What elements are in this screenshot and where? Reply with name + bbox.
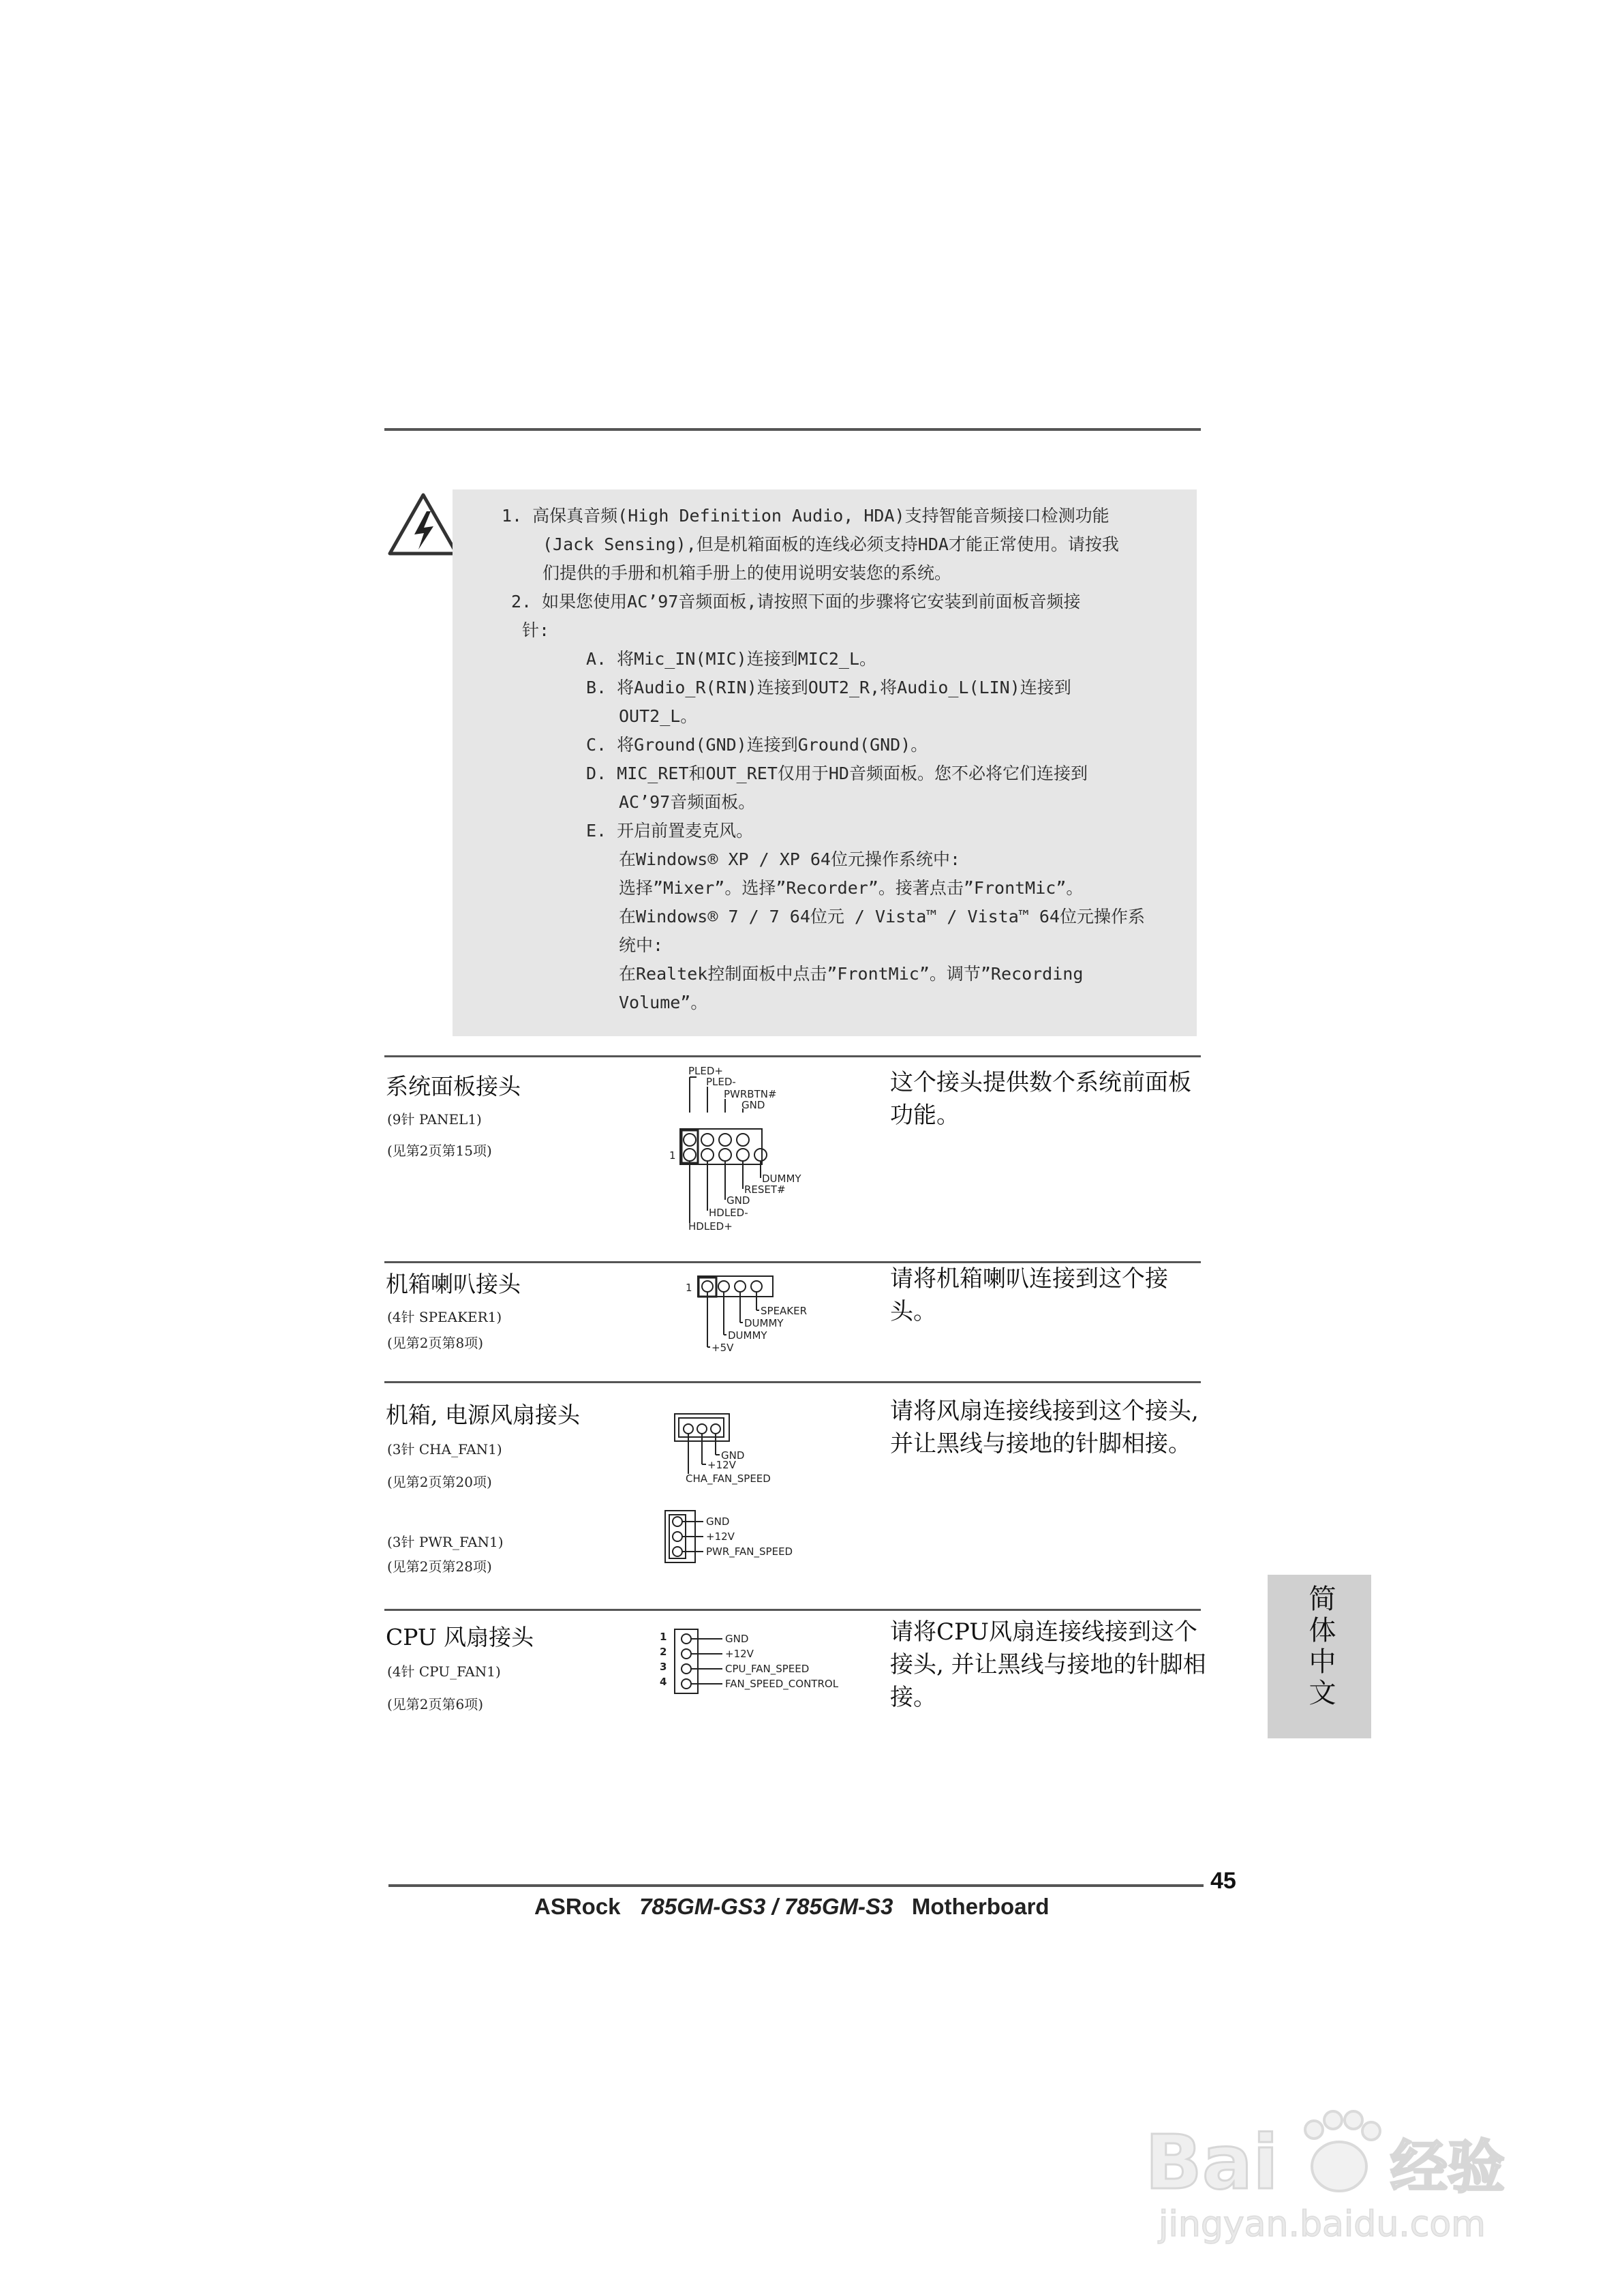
pwr-fan-label-12v: +12V [706, 1530, 735, 1543]
cha-fan-label-speed: CHA_FAN_SPEED [686, 1472, 771, 1485]
pwr-fan-label-gnd: GND [706, 1515, 730, 1528]
cpu-fan-pin-3: 3 [660, 1661, 667, 1673]
note-line: 在Windows® XP / XP 64位元操作系统中: [619, 849, 961, 869]
cpu-fan-pin-4: 4 [660, 1676, 667, 1688]
cpu-fan-desc: 请将CPU风扇连接线接到这个接头, 并让黑线与接地的针脚相接。 [890, 1618, 1206, 1711]
cpu-fan-pins: (4针 CPU_FAN1) [387, 1663, 501, 1680]
language-side-tab-label: 简体中文 [1304, 1584, 1336, 1710]
panel-label-gnd-top: GND [741, 1099, 765, 1111]
note-line: (Jack Sensing),但是机箱面板的连线必须支持HDA才能正常使用。请按我 [542, 534, 1119, 554]
speaker-label-5v: +5V [711, 1342, 734, 1354]
speaker-header-diagram [682, 1272, 831, 1368]
page-number: 45 [1210, 1868, 1236, 1894]
cpu-fan-diagram [654, 1625, 866, 1700]
note-line: 在Windows® 7 / 7 64位元 / Vista™ / Vista™ 64位元操作系 [619, 907, 1145, 926]
cpu-fan-label-12v: +12V [725, 1648, 754, 1660]
baidu-watermark [1131, 2106, 1540, 2250]
panel-label-pwrbtn: PWRBTN# [724, 1088, 777, 1100]
panel-label-pin1: 1 [669, 1149, 676, 1162]
note-line: A. 将Mic_IN(MIC)连接到MIC2_L。 [586, 649, 877, 669]
note-line: 针: [522, 620, 550, 640]
note-line: E. 开启前置麦克风。 [586, 821, 754, 841]
cha-fan-diagram [668, 1410, 804, 1492]
top-rule [384, 428, 1201, 431]
pwr-fan-label-speed: PWR_FAN_SPEED [706, 1545, 793, 1558]
note-line: 在Realtek控制面板中点击”FrontMic”。调节”Recording [619, 964, 1084, 984]
speaker-label-pin1: 1 [686, 1282, 692, 1294]
note-line: OUT2_L。 [619, 706, 698, 726]
note-line: 统中: [619, 935, 664, 955]
cpu-fan-title: CPU 风扇接头 [386, 1624, 534, 1650]
footer-suffix: Motherboard [911, 1894, 1050, 1919]
fans-desc: 请将风扇连接线接到这个接头, 并让黑线与接地的针脚相接。 [890, 1398, 1199, 1457]
speaker-title: 机箱喇叭接头 [386, 1271, 521, 1297]
note-line: 2. 如果您使用AC’97音频面板,请按照下面的步骤将它安装到前面板音频接 [511, 592, 1081, 611]
panel-label-pled-n: PLED- [706, 1076, 736, 1088]
section-rule [384, 1055, 1201, 1057]
panel-label-pled-p: PLED+ [688, 1065, 723, 1077]
cpu-fan-pin-1: 1 [660, 1631, 667, 1643]
note-box [453, 489, 1197, 1036]
panel-label-hdled-p: HDLED+ [688, 1220, 733, 1233]
pwr-fan-pins: (3针 PWR_FAN1) [387, 1534, 504, 1550]
panel-pins: (9针 PANEL1) [387, 1111, 482, 1128]
warning-icon [386, 491, 461, 560]
cpu-fan-label-speed: CPU_FAN_SPEED [725, 1663, 810, 1675]
panel-title: 系统面板接头 [386, 1073, 521, 1100]
cpu-fan-label-control: FAN_SPEED_CONTROL [725, 1678, 839, 1690]
language-side-tab [1268, 1575, 1371, 1738]
watermark-brand-b: 经验 [1390, 2134, 1505, 2201]
note-line: Volume”。 [619, 993, 708, 1012]
cha-fan-label-12v: +12V [707, 1459, 736, 1471]
fans-title: 机箱, 电源风扇接头 [386, 1402, 580, 1428]
panel-ref: (见第2页第15项) [387, 1143, 492, 1159]
watermark-url: jingyan.baidu.com [1159, 2204, 1486, 2245]
panel-label-reset: RESET# [744, 1183, 786, 1196]
section-rule [384, 1381, 1201, 1383]
pwr-fan-diagram [661, 1507, 825, 1568]
panel-desc: 这个接头提供数个系统前面板功能。 [890, 1069, 1191, 1129]
speaker-desc: 请将机箱喇叭连接到这个接头。 [890, 1265, 1168, 1325]
panel-label-hdled-n: HDLED- [709, 1207, 748, 1219]
cpu-fan-label-gnd: GND [725, 1633, 749, 1645]
footer-brand: ASRock [534, 1894, 621, 1919]
panel-header-diagram [661, 1065, 825, 1249]
panel-label-dummy: DUMMY [762, 1173, 801, 1185]
speaker-ref: (见第2页第8项) [387, 1335, 484, 1351]
cha-fan-pins: (3针 CHA_FAN1) [387, 1441, 502, 1457]
cpu-fan-ref: (见第2页第6项) [387, 1696, 484, 1712]
note-line: 们提供的手册和机箱手册上的使用说明安装您的系统。 [542, 563, 952, 583]
note-line: D. MIC_RET和OUT_RET仅用于HD音频面板。您不必将它们连接到 [586, 764, 1088, 783]
pwr-fan-ref: (见第2页第28项) [387, 1558, 492, 1575]
watermark-brand-a: Bai [1145, 2119, 1279, 2206]
footer-model: 785GM-GS3 / 785GM-S3 [639, 1894, 893, 1919]
cha-fan-label-gnd: GND [721, 1449, 745, 1462]
footer-rule [388, 1884, 1204, 1887]
cpu-fan-pin-2: 2 [660, 1646, 667, 1658]
speaker-label-dummy1: DUMMY [744, 1317, 784, 1329]
speaker-label-speaker: SPEAKER [761, 1305, 808, 1317]
panel-label-gnd-bot: GND [726, 1194, 750, 1207]
note-line: B. 将Audio_R(RIN)连接到OUT2_R,将Audio_L(LIN)连接到 [586, 678, 1071, 697]
cha-fan-ref: (见第2页第20项) [387, 1474, 492, 1490]
footer-text [534, 1894, 1050, 1920]
note-line: 选择”Mixer”。选择”Recorder”。接著点击”FrontMic”。 [619, 878, 1084, 898]
note-line: AC’97音频面板。 [619, 792, 756, 812]
speaker-label-dummy2: DUMMY [728, 1329, 767, 1342]
speaker-pins: (4针 SPEAKER1) [387, 1309, 502, 1325]
section-rule [384, 1609, 1201, 1611]
note-line: C. 将Ground(GND)连接到Ground(GND)。 [586, 735, 928, 755]
note-line: 1. 高保真音频(High Definition Audio, HDA)支持智能音频接口检测功能 [502, 506, 1110, 526]
